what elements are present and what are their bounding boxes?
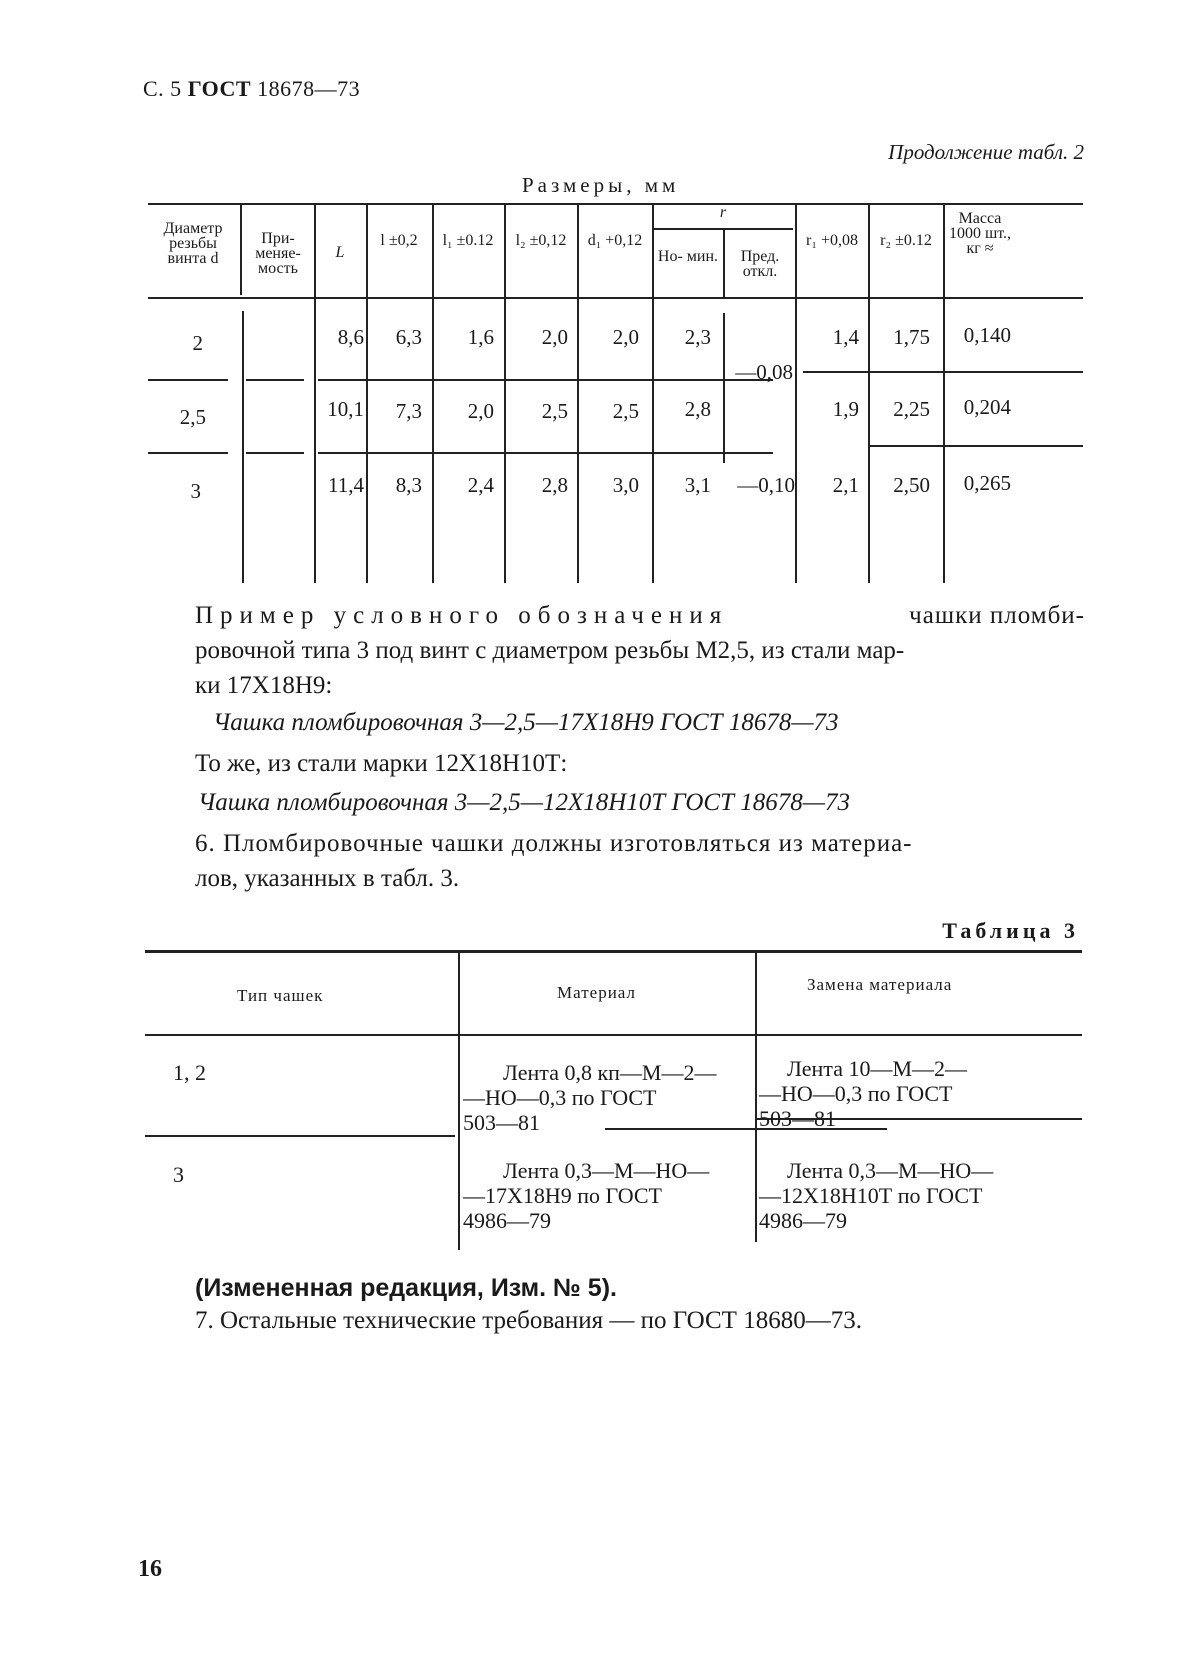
header-l2: l₂ ±0,12	[515, 232, 567, 249]
table-cell: 3	[190, 479, 201, 503]
table3-title: Таблица 3	[942, 918, 1079, 943]
table-continuation-label: Продолжение табл. 2	[888, 140, 1084, 164]
table-cell: 2,5	[612, 399, 639, 423]
header-l: l ±0,2	[380, 232, 418, 249]
table-cell: 1,75	[893, 325, 930, 349]
header-r-nominal: Но- мин.	[657, 248, 719, 265]
replacement-line: Лента 10—М—2—	[787, 1056, 968, 1081]
table-cell: 11,4	[328, 473, 364, 497]
table-cell: 3,0	[612, 473, 639, 497]
table-cell: —0,08	[735, 360, 793, 384]
header-r: r	[719, 204, 727, 221]
table-cell: 2,3	[684, 325, 711, 349]
example-paragraph	[195, 598, 1085, 633]
replacement-line: —НО—0,3 по ГОСТ	[759, 1081, 953, 1106]
example-line3: ки 17Х18Н9:	[195, 672, 333, 699]
table-cell: 2,0	[467, 399, 494, 423]
example-lead: Пример условного обозначения	[195, 602, 729, 629]
material-line: 503—81	[463, 1110, 540, 1135]
replacement-line: 503—81	[759, 1106, 836, 1131]
page-number: 16	[138, 1556, 162, 1582]
header-number: 18678—73	[257, 76, 361, 101]
example-line1: чашки пломби-	[909, 602, 1085, 629]
header-material: Материал	[557, 983, 636, 1002]
table-cell: 8,6	[337, 325, 364, 349]
table-cell: 0,204	[963, 395, 1011, 419]
table-cell: 2,5	[541, 399, 568, 423]
table-cell: 10,1	[327, 397, 364, 421]
materials-table	[145, 950, 1082, 1250]
header-page: С. 5	[143, 76, 182, 101]
table-cell: —0,10	[737, 473, 795, 497]
replacement-line: Лента 0,3—М—НО—	[787, 1158, 994, 1183]
table-cell: 6,3	[395, 325, 422, 349]
header-thread-diameter: Диаметр резьбы винта d	[163, 220, 223, 267]
table-cell: 1,6	[467, 325, 494, 349]
material-line: —НО—0,3 по ГОСТ	[463, 1085, 657, 1110]
table-cell: 2	[192, 331, 203, 355]
material-line: —17Х18Н9 по ГОСТ	[463, 1183, 662, 1208]
header-l1: l₁ ±0.12	[442, 232, 494, 249]
table-cell: 7,3	[395, 399, 422, 423]
header-applicability: При- меняе- мость	[255, 230, 301, 277]
dimensions-table	[148, 203, 1083, 583]
table-cell: 1, 2	[173, 1060, 206, 1085]
header-L: L	[335, 244, 345, 261]
replacement-line: 4986—79	[759, 1208, 847, 1233]
table-cell	[759, 1056, 1079, 1131]
header-replacement: Замена материала	[807, 975, 953, 994]
table-cell: 3	[173, 1162, 184, 1187]
table-cell: 1,4	[832, 325, 859, 349]
item6-line2: лов, указанных в табл. 3.	[195, 865, 460, 892]
table-cell: 1,9	[832, 397, 859, 421]
table-cell: 2,0	[541, 325, 568, 349]
example-line2: ровочной типа 3 под винт с диаметром резьбы М2,5, из стали мар-	[195, 637, 905, 664]
table-cell: 2,8	[541, 473, 568, 497]
replacement-line: —12Х18Н10Т по ГОСТ	[759, 1183, 983, 1208]
table-cell: 8,3	[395, 473, 422, 497]
designation-example-2: Чашка пломбировочная 3—2,5—12Х18Н10Т ГОСТ 18678—73	[198, 789, 850, 816]
table-cell: 2,8	[684, 397, 711, 421]
item6-line1: 6. Пломбировочные чашки должны изготовляться из материа-	[195, 830, 913, 857]
table-cell: 0,265	[963, 471, 1011, 495]
header-cup-type: Тип чашек	[237, 986, 324, 1005]
table-cell: 2,4	[467, 473, 494, 497]
table-cell: 0,140	[963, 323, 1011, 347]
change-note: (Измененная редакция, Изм. № 5).	[195, 1274, 617, 1302]
table-cell: 2,50	[893, 473, 930, 497]
material-line: 4986—79	[463, 1208, 551, 1233]
units-label: Размеры, мм	[522, 173, 680, 197]
designation-example-1: Чашка пломбировочная 3—2,5—17Х18Н9 ГОСТ 18678—73	[213, 709, 839, 736]
table-cell: 2,0	[612, 325, 639, 349]
header-gost: ГОСТ	[187, 76, 252, 101]
material-line: Лента 0,8 кп—М—2—	[503, 1060, 717, 1085]
same-steel-line: То же, из стали марки 12Х18Н10Т:	[195, 750, 568, 777]
header-r-deviation: Пред. откл.	[740, 248, 780, 280]
table-cell	[463, 1060, 753, 1135]
table-cell	[759, 1158, 1079, 1233]
item7: 7. Остальные технические требования — по ГОСТ 18680—73.	[195, 1307, 862, 1334]
header-r1: r₁ +0,08	[806, 232, 858, 249]
header-d1: d₁ +0,12	[587, 232, 643, 249]
table-cell: 2,5	[179, 405, 206, 429]
material-line: Лента 0,3—М—НО—	[503, 1158, 710, 1183]
header-mass: Масса 1000 шт., кг ≈	[948, 210, 1012, 257]
table-cell: 3,1	[684, 473, 711, 497]
table-cell: 2,1	[832, 473, 859, 497]
table-cell	[463, 1158, 753, 1233]
page-header	[143, 76, 360, 102]
table-cell: 2,25	[893, 397, 930, 421]
header-r2: r₂ ±0.12	[880, 232, 932, 249]
